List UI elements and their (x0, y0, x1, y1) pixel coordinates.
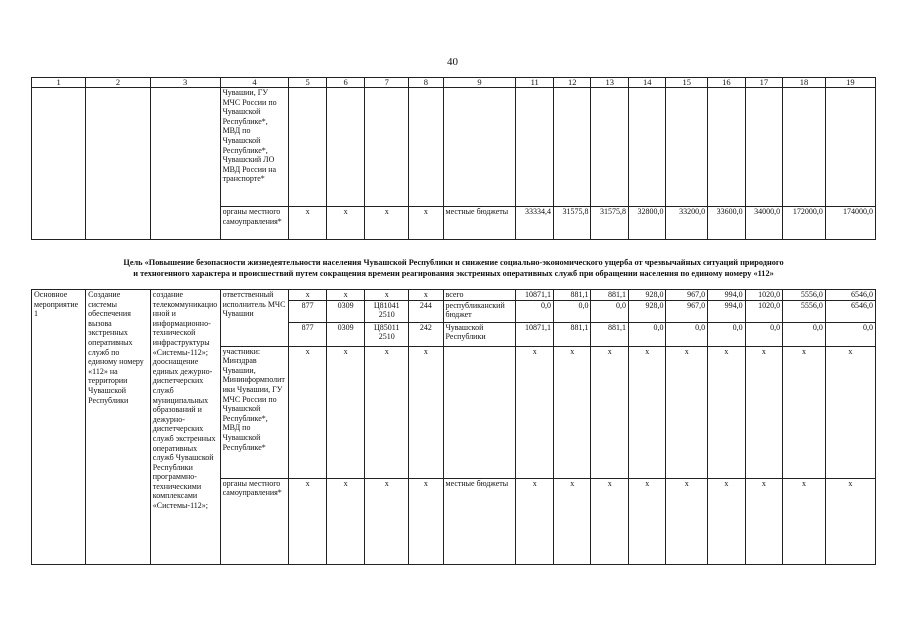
cell-x: x (409, 207, 443, 240)
col-num: 3 (150, 78, 220, 88)
event-title: Создание системы обеспечения вызова экстренных оперативных служб по единому номеру «112» на территории Чувашской Республики (86, 290, 151, 565)
value-cell: x (516, 478, 554, 564)
value-cell: 881,1 (553, 322, 591, 346)
col-num: 1 (32, 78, 86, 88)
value-cell: x (745, 478, 783, 564)
value-cell: x (783, 346, 826, 478)
participants-cell: Чувашии, ГУ МЧС России по Чувашской Республике*, МВД по Чувашской Республике*, Чувашский ЛО МВД России на транспорте* (220, 88, 289, 207)
cell-x: x (409, 346, 443, 478)
cell-code: 0309 (326, 322, 365, 346)
value-cell: 10871,1 (516, 322, 554, 346)
cell-code: 244 (409, 300, 443, 322)
cell-empty (32, 88, 86, 240)
value-cell: x (708, 478, 746, 564)
goal-heading (31, 257, 876, 279)
cell-x: x (326, 207, 365, 240)
value-cell: x (825, 478, 875, 564)
value-cell: 5556,0 (783, 300, 826, 322)
col-num: 8 (409, 78, 443, 88)
col-num: 14 (628, 78, 666, 88)
col-num: 19 (825, 78, 875, 88)
value-cell: 0,0 (516, 300, 554, 322)
col-num: 15 (666, 78, 708, 88)
value-cell: 0,0 (666, 322, 708, 346)
budget-source: местные бюджеты (443, 478, 516, 564)
table-row (32, 88, 876, 207)
value-cell: 0,0 (783, 322, 826, 346)
value-cell: 32800,0 (628, 207, 666, 240)
cell-code: 0309 (326, 300, 365, 322)
budget-table-top (31, 77, 876, 240)
cell-x: x (289, 346, 327, 478)
value-cell: 928,0 (628, 290, 666, 301)
cell-empty (150, 88, 220, 240)
value-cell: x (825, 346, 875, 478)
col-num: 12 (553, 78, 591, 88)
value-cell: 6546,0 (825, 300, 875, 322)
value-cell: 34000,0 (745, 207, 783, 240)
col-num: 17 (745, 78, 783, 88)
budget-source (443, 346, 516, 478)
value-cell: 6546,0 (825, 290, 875, 301)
cell-empty (86, 88, 151, 240)
cell-x: x (289, 207, 327, 240)
cell-x: x (365, 346, 409, 478)
value-cell: 172000,0 (783, 207, 826, 240)
col-num: 5 (289, 78, 327, 88)
value-cell: 881,1 (591, 290, 629, 301)
value-cell: 33200,0 (666, 207, 708, 240)
col-num: 6 (326, 78, 365, 88)
value-cell: x (628, 346, 666, 478)
col-num: 16 (708, 78, 746, 88)
cell-x: x (326, 290, 365, 301)
value-cell: 881,1 (591, 322, 629, 346)
value-cell: x (745, 346, 783, 478)
column-number-row (32, 78, 876, 88)
cell-x: x (409, 478, 443, 564)
budget-source: местные бюджеты (443, 207, 516, 240)
value-cell: 33334,4 (516, 207, 554, 240)
value-cell: x (591, 346, 629, 478)
cell-x: x (365, 290, 409, 301)
col-num: 9 (443, 78, 516, 88)
budget-source: Чувашской Республики (443, 322, 516, 346)
local-gov-cell: органы местного самоуправления* (220, 207, 289, 240)
value-cell: 0,0 (825, 322, 875, 346)
value-cell: 994,0 (708, 290, 746, 301)
value-cell: x (516, 346, 554, 478)
budget-source: всего (443, 290, 516, 301)
col-num: 7 (365, 78, 409, 88)
value-cell: 10871,1 (516, 290, 554, 301)
value-cell: 967,0 (666, 290, 708, 301)
value-cell: 31575,8 (553, 207, 591, 240)
cell-x: x (365, 478, 409, 564)
value-cell: 967,0 (666, 300, 708, 322)
value-cell: 881,1 (553, 290, 591, 301)
table-row (32, 290, 876, 301)
col-num: 18 (783, 78, 826, 88)
cell-code: Ц85011 2510 (365, 322, 409, 346)
value-cell: x (708, 346, 746, 478)
value-cell: x (591, 478, 629, 564)
col-num: 13 (591, 78, 629, 88)
cell-x: x (289, 478, 327, 564)
cell-code: 877 (289, 322, 327, 346)
value-cell: 1020,0 (745, 300, 783, 322)
local-gov-cell: органы местного самоуправления* (220, 478, 289, 564)
value-cell: x (628, 478, 666, 564)
cell-x: x (289, 290, 327, 301)
cell-x: x (365, 207, 409, 240)
value-cell: 0,0 (553, 300, 591, 322)
responsible-executor: ответственный исполнитель МЧС Чувашии (220, 290, 289, 347)
goal-line: Цель «Повышение безопасности жизнедеятельности населения Чувашской Республики и снижение социально-экономического ущерба от чрезвычайных ситуаций природного (123, 258, 784, 267)
value-cell: 0,0 (745, 322, 783, 346)
value-cell: 33600,0 (708, 207, 746, 240)
cell-x: x (326, 346, 365, 478)
value-cell: 1020,0 (745, 290, 783, 301)
value-cell: x (553, 478, 591, 564)
value-cell: 174000,0 (825, 207, 875, 240)
value-cell: 928,0 (628, 300, 666, 322)
value-cell: 5556,0 (783, 290, 826, 301)
col-num: 2 (86, 78, 151, 88)
cell-code: Ц81041 2510 (365, 300, 409, 322)
cell-x: x (326, 478, 365, 564)
value-cell: 0,0 (591, 300, 629, 322)
value-cell: x (666, 478, 708, 564)
cell-code: 877 (289, 300, 327, 322)
value-cell: x (783, 478, 826, 564)
page-number: 40 (447, 56, 458, 68)
value-cell: 31575,8 (591, 207, 629, 240)
cell-code: 242 (409, 322, 443, 346)
budget-table-main (31, 289, 876, 565)
event-description: создание телекоммуникационной и информационно-технической инфраструктуры «Системы-112»; дооснащение единых дежурно-диспетчерских служб муниципальных образований и дежурно-диспетчерских служб экстренных оперативных служб Чувашской Республики программно-техническими комплексами «Системы-112»; (150, 290, 220, 565)
budget-source: республиканский бюджет (443, 300, 516, 322)
participants-cell: участники: Минздрав Чувашии, Мининформполитики Чувашии, ГУ МЧС России по Чувашской Республике*, МВД по Чувашской Республике* (220, 346, 289, 478)
event-name: Основное мероприятие 1 (32, 290, 86, 565)
value-cell: x (553, 346, 591, 478)
value-cell: x (666, 346, 708, 478)
col-num: 11 (516, 78, 554, 88)
value-cell: 0,0 (628, 322, 666, 346)
value-cell: 0,0 (708, 322, 746, 346)
cell-x: x (409, 290, 443, 301)
col-num: 4 (220, 78, 289, 88)
value-cell: 994,0 (708, 300, 746, 322)
goal-line: и техногенного характера и происшествий путем сокращения времени реагирования экстренных оперативных служб при обращении населения по единому номеру «112» (133, 269, 774, 278)
